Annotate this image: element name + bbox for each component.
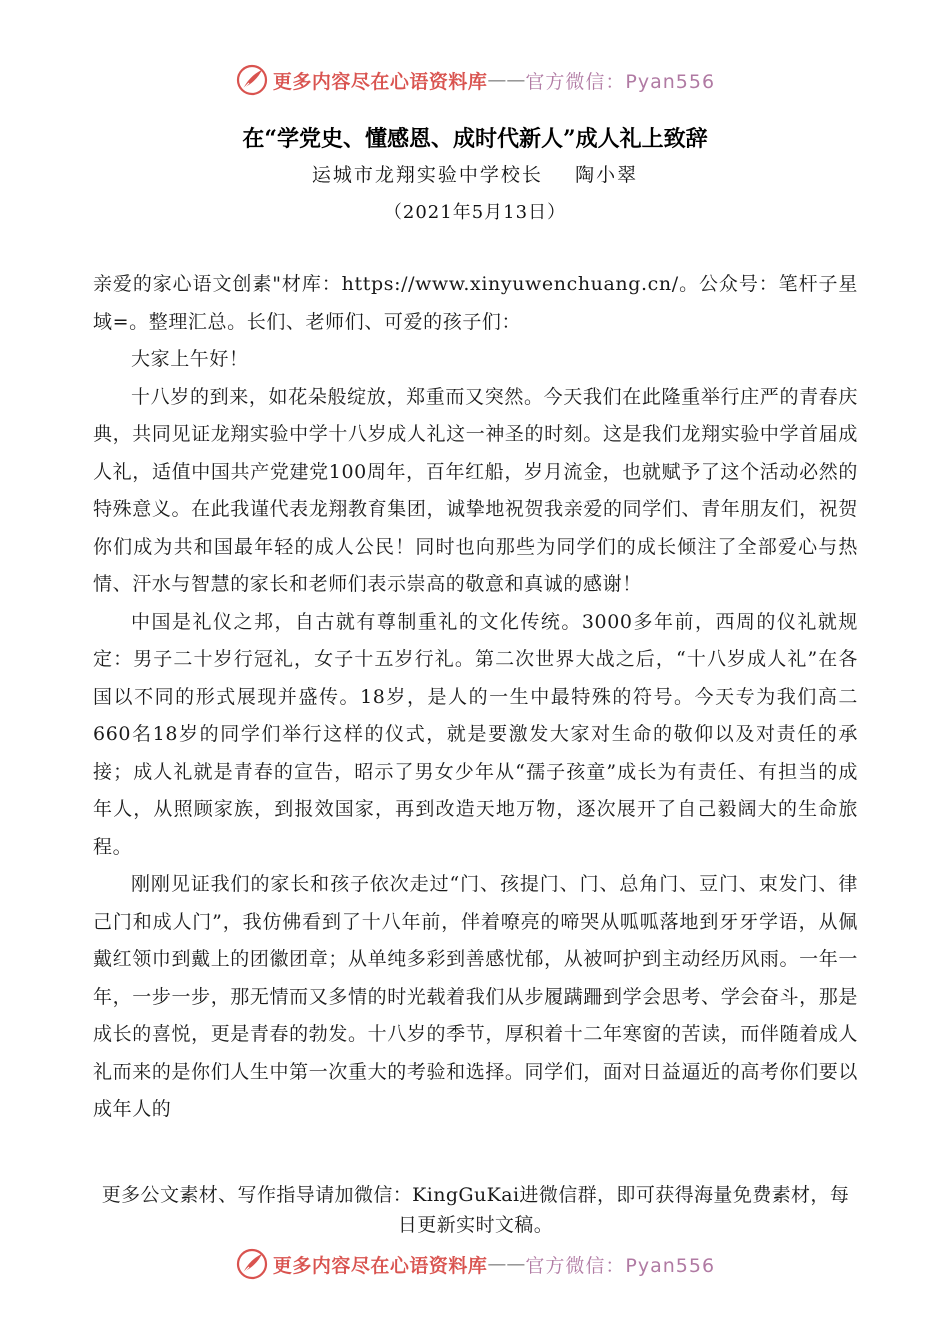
quill-logo-icon bbox=[235, 63, 269, 97]
body-paragraph: 亲爱的家心语文创素"材库：https://www.xinyuwenchuang.cn/。公众号：笔杆子星域=。整理汇总。长们、老师们、可爱的孩子们： bbox=[93, 273, 858, 333]
document-title: 在“学党史、懂感恩、成时代新人”成人礼上致辞 bbox=[242, 126, 708, 152]
body-paragraph: 中国是礼仪之邦，自古就有尊制重礼的文化传统。3000多年前，西周的仪礼就规定：男子二十岁行冠礼，女子十五岁行礼。第二次世界大战之后，“十八岁成人礼”在各国以不同的形式展现并盛传。18岁，是人的一生中最特殊的符号。今天专为我们高二660名18岁的同学们举行这样的仪式，就是要激发大家对生命的敬仰以及对责任的承接；成人礼就是青春的宣告，昭示了男女少年从“孺子孩童”成长为有责任、有担当的成年人，从照顾家族，到报效国家，再到改造天地万物，逐次展开了自己毅阔大的生命旅程。 bbox=[93, 610, 858, 858]
document-date: （2021年5月13日） bbox=[383, 202, 567, 223]
banner-site-name: 更多内容尽在心语资料库 bbox=[272, 70, 488, 93]
body-paragraph: 十八岁的到来，如花朵般绽放，郑重而又突然。今天我们在此隆重举行庄严的青春庆典，共同见证龙翔实验中学十八岁成人礼这一神圣的时刻。这是我们龙翔实验中学首届成人礼，适值中国共产党建党100周年，百年红船，岁月流金，也就赋予了这个活动必然的特殊意义。在此我谨代表龙翔教育集团，诚挚地祝贺我亲爱的同学们、青年朋友们，祝贺你们成为共和国最年轻的成人公民！同时也向那些为同学们的成长倾注了全部爱心与热情、汗水与智慧的家长和老师们表示崇高的敬意和真诚的感谢！ bbox=[93, 385, 858, 595]
banner-dash: —— bbox=[487, 69, 526, 91]
body-paragraph: 刚刚见证我们的家长和孩子依次走过“门、孩提门、门、总角门、豆门、束发门、律己门和成人门”，我仿佛看到了十八年前，伴着嘹亮的啼哭从呱呱落地到牙牙学语，从佩戴红领巾到戴上的团徽团章；从单纯多彩到善感忧郁，从被呵护到主动经历风雨。一年一年，一步一步，那无情而又多情的时光载着我们从步履蹒跚到学会思考、学会奋斗，那是成长的喜悦，更是青春的勃发。十八岁的季节，厚积着十二年寒窗的苦读，而伴随着成人礼而来的是你们人生中第一次重大的考验和选择。同学们，面对日益逼近的高考你们要以成年人的 bbox=[93, 873, 858, 1120]
document-body bbox=[93, 266, 858, 1129]
banner-wechat-id: 官方微信：Pyan556 bbox=[525, 1254, 716, 1277]
header-banner bbox=[0, 60, 950, 100]
body-paragraph: 大家上午好！ bbox=[131, 348, 249, 370]
banner-wechat-id: 官方微信：Pyan556 bbox=[525, 70, 716, 93]
banner-site-name: 更多内容尽在心语资料库 bbox=[272, 1254, 488, 1277]
footer-note: 更多公文素材、写作指导请加微信：KingGuKai进微信群，即可获得海量免费素材，每日更新实时文稿。 bbox=[101, 1184, 850, 1236]
banner-dash: —— bbox=[487, 1253, 526, 1275]
document-author: 运城市龙翔实验中学校长 陶小翠 bbox=[311, 164, 639, 186]
footer-banner bbox=[0, 1244, 950, 1284]
quill-logo-icon bbox=[235, 1247, 269, 1281]
